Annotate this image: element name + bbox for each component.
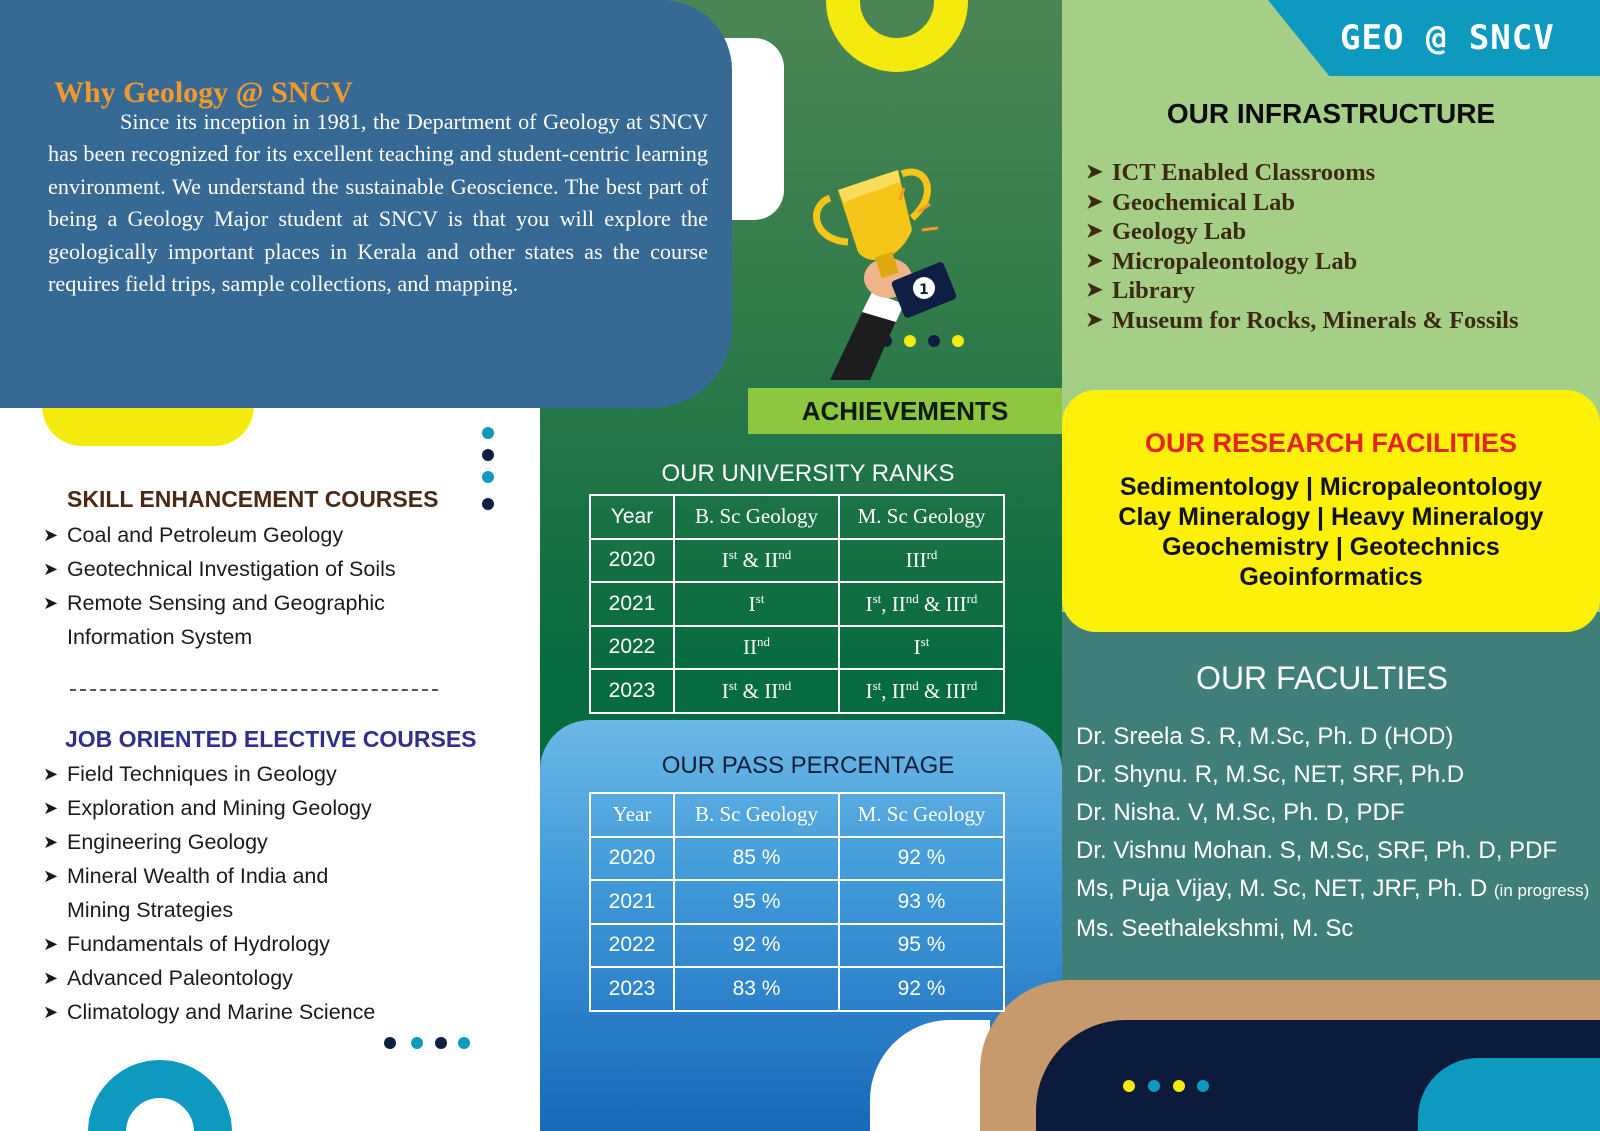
list-item: ➤ Library [1086,277,1196,304]
list-item: ➤ Mineral Wealth of India and Mining Strategies [43,859,363,927]
arrow-bullet-icon: ➤ [43,934,59,954]
faculty-note: (in progress) [1493,881,1590,900]
list-item: ➤ Fundamentals of Hydrology [43,927,463,961]
research-line: Geoinformatics [1239,563,1423,591]
dot-decoration [482,449,494,461]
table-row [590,880,1004,924]
table-cell: Ist & IInd [674,539,839,583]
dot-decoration [1148,1080,1160,1092]
table-cell: 92 % [674,924,839,968]
arrow-bullet-icon: ➤ [43,559,59,579]
list-item: ➤ Micropaleontology Lab [1086,247,1358,275]
table-row [590,539,1004,583]
dot-decoration [1173,1080,1185,1092]
research-line: Sedimentology | Micropaleontology [1119,473,1543,501]
research-line: Clay Mineralogy | Heavy Mineralogy [1118,503,1544,531]
faculty-item: Ms. Seethalekshmi, M. Sc [1076,915,1354,942]
list-item: ➤ Coal and Petroleum Geology [43,518,463,552]
skill-courses-heading: SKILL ENHANCEMENT COURSES [67,486,439,512]
table-cell: Ist [674,582,839,626]
table-cell: 2022 [590,626,674,670]
arrow-bullet-icon: ➤ [1086,308,1103,331]
table-cell: 2023 [590,669,674,713]
list-item: ➤ Geotechnical Investigation of Soils [43,552,463,586]
table-cell: 2020 [590,837,674,881]
dot-decoration [1123,1080,1135,1092]
table-cell: Ist & IInd [674,669,839,713]
faculties-heading: OUR FACULTIES [1196,660,1448,696]
table-cell: 83 % [674,967,839,1011]
arrow-bullet-icon: ➤ [1086,161,1103,183]
research-facilities-heading: OUR RESEARCH FACILITIES [1144,428,1518,458]
table-header: B. Sc Geology [674,495,839,539]
research-line: Geochemistry | Geotechnics [1162,533,1500,561]
job-courses-heading: JOB ORIENTED ELECTIVE COURSES [65,726,477,752]
list-item: ➤ Climatology and Marine Science [43,995,463,1029]
list-item: ➤ Geochemical Lab [1086,188,1296,216]
university-ranks-title: OUR UNIVERSITY RANKS [661,460,955,487]
arrow-bullet-icon: ➤ [43,1002,59,1022]
table-cell: Ist, IInd & IIIrd [839,582,1004,626]
skill-courses-list [43,518,463,654]
arrow-bullet-icon: ➤ [1086,249,1103,272]
table-row [590,626,1004,670]
dashed-divider [70,689,438,691]
table-cell: 2023 [590,967,674,1011]
table-header-row [590,793,1004,837]
arrow-bullet-icon: ➤ [43,866,59,886]
arrow-bullet-icon: ➤ [1086,220,1103,242]
list-item: ➤ Advanced Paleontology [43,961,463,995]
table-header: B. Sc Geology [674,793,839,837]
infrastructure-list [1086,158,1519,335]
table-cell: 95 % [839,924,1004,968]
table-cell: 2021 [590,582,674,626]
svg-text:1: 1 [919,282,929,298]
list-item: ➤ Exploration and Mining Geology [43,791,463,825]
dot-decoration [482,498,494,510]
table-header: Year [590,495,674,539]
dot-decoration [458,1037,470,1049]
infrastructure-heading: OUR INFRASTRUCTURE [1166,98,1496,129]
table-header: M. Sc Geology [839,495,1004,539]
table-cell: IInd [674,626,839,670]
dot-decoration [411,1037,423,1049]
table-row [590,967,1004,1011]
why-geology-text: Since its inception in 1981, the Department of Geology at SNCV has been recognized for its excellent teaching and student-centric learning environment. We understand the sustainable Geoscience. The best part of being a Geology Major student at SNCV is that you will explore the geologically important places in Kerala and other states as the course requires field trips, sample collections, and mapping. [48,109,708,297]
arrow-bullet-icon: ➤ [43,832,59,852]
why-geology-title: Why Geology @ SNCV [54,76,353,109]
table-cell: 93 % [839,880,1004,924]
table-cell: 2020 [590,539,674,583]
dot-decoration [482,427,494,439]
arrow-bullet-icon: ➤ [43,968,59,988]
list-item: ➤ Engineering Geology [43,825,463,859]
table-cell: 85 % [674,837,839,881]
job-courses-list [43,757,463,1029]
table-cell: IIIrd [839,539,1004,583]
dot-decoration [384,1037,396,1049]
arrow-bullet-icon: ➤ [43,525,59,545]
research-facilities-list [1062,472,1600,592]
faculty-item: Dr. Sreela S. R, M.Sc, Ph. D (HOD) [1076,723,1454,750]
list-item: ➤ Remote Sensing and Geographic Information System [43,586,403,654]
table-cell: 92 % [839,837,1004,881]
dot-decoration [1197,1080,1209,1092]
dot-decoration [435,1037,447,1049]
brand-label: GEO @ SNCV [1340,18,1555,58]
faculty-item: Dr. Shynu. R, M.Sc, NET, SRF, Ph.D [1076,761,1465,788]
pass-percentage-table [589,792,1005,1012]
arrow-bullet-icon: ➤ [1086,190,1103,213]
faculty-item: Dr. Nisha. V, M.Sc, Ph. D, PDF [1076,799,1405,826]
teal-corner-decoration [1418,1058,1600,1131]
pass-percentage-title: OUR PASS PERCENTAGE [661,752,955,779]
dot-decoration [482,471,494,483]
faculty-item: Dr. Vishnu Mohan. S, M.Sc, SRF, Ph. D, PDF [1076,837,1558,864]
table-row [590,837,1004,881]
arrow-bullet-icon: ➤ [43,764,59,784]
list-item: ➤ Geology Lab [1086,218,1247,245]
table-header: Year [590,793,674,837]
table-cell: 95 % [674,880,839,924]
table-row [590,582,1004,626]
table-cell: 92 % [839,967,1004,1011]
university-ranks-table [589,494,1005,714]
table-row [590,669,1004,713]
table-header: M. Sc Geology [839,793,1004,837]
table-cell: Ist [839,626,1004,670]
arrow-bullet-icon: ➤ [1086,279,1103,301]
arrow-bullet-icon: ➤ [43,593,59,613]
achievements-label: ACHIEVEMENTS [748,388,1062,434]
arrow-bullet-icon: ➤ [43,798,59,818]
list-item: ➤ Field Techniques in Geology [43,757,463,791]
table-cell: 2022 [590,924,674,968]
trophy-icon [800,160,1000,380]
table-header-row [590,495,1004,539]
table-cell: Ist, IInd & IIIrd [839,669,1004,713]
faculties-list [1076,718,1589,948]
table-row [590,924,1004,968]
faculty-item: Ms, Puja Vijay, M. Sc, NET, JRF, Ph. D (in progress) [1076,875,1590,902]
table-cell: 2021 [590,880,674,924]
list-item: ➤ Museum for Rocks, Minerals & Fossils [1086,306,1519,334]
list-item: ➤ ICT Enabled Classrooms [1086,159,1376,186]
